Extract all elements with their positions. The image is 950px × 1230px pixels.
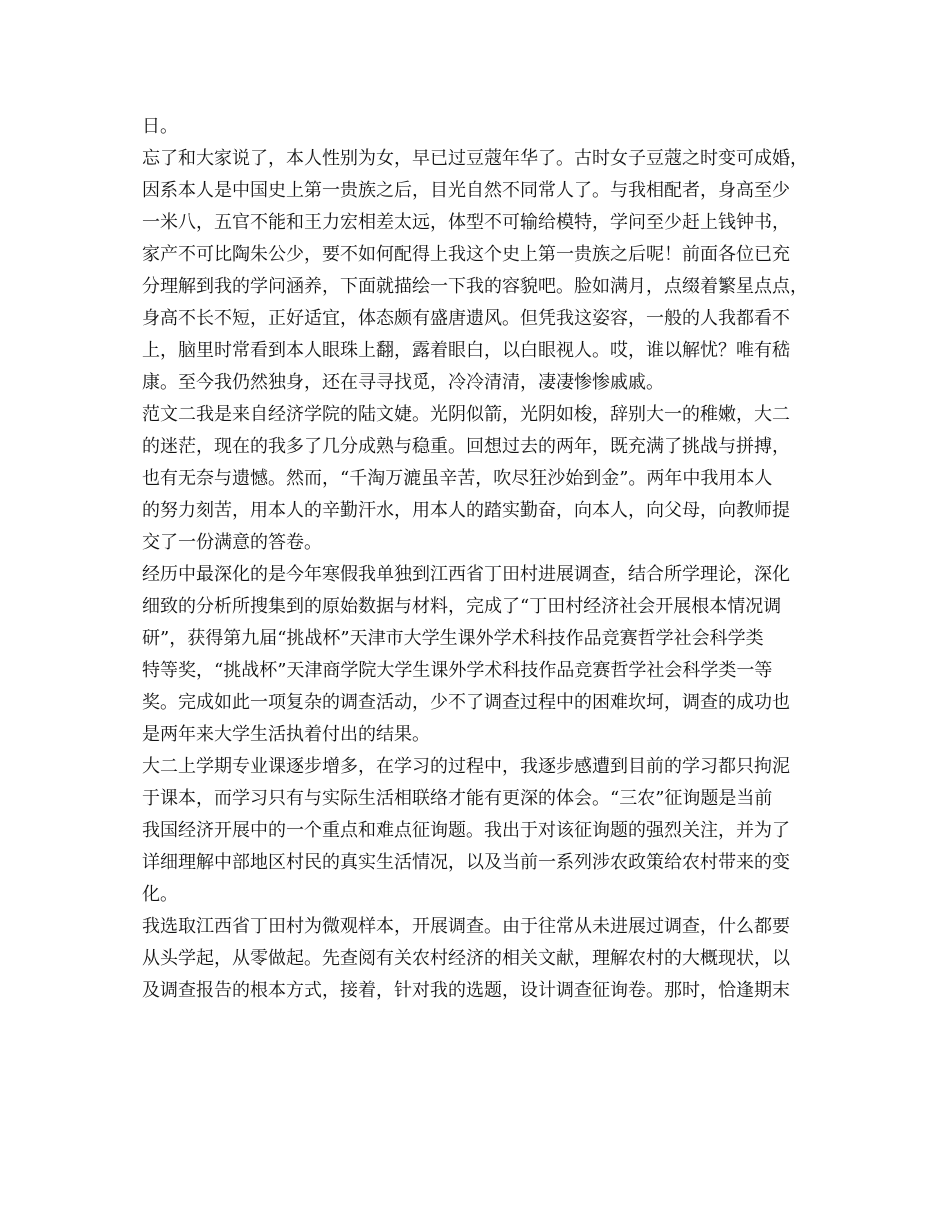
text-line: 奖。完成如此一项复杂的调查活动，少不了调查过程中的困难坎坷，调查的成功也	[142, 692, 790, 713]
text-line: 大二上学期专业课逐步增多，在学习的过程中，我逐步感遭到目前的学习都只拘泥	[142, 756, 790, 777]
text-line: 从头学起，从零做起。先查阅有关农村经济的相关文献，理解农村的大概现状，以	[142, 948, 790, 969]
text-line: 上，脑里时常看到本人眼珠上翻，露着眼白，以白眼视人。哎，谁以解忧？唯有嵇	[142, 340, 790, 361]
text-line: 于课本，而学习只有与实际生活相联络才能有更深的体会。“三农”征询题是当前	[142, 788, 773, 809]
text-line: 特等奖，“挑战杯”天津商学院大学生课外学术科技作品竞赛哲学社会科学类一等	[142, 660, 773, 681]
text-line: 的迷茫，现在的我多了几分成熟与稳重。回想过去的两年，既充满了挑战与拼搏，	[142, 436, 790, 457]
text-line: 一米八，五官不能和王力宏相差太远，体型不可输给模特，学问至少赶上钱钟书，	[142, 212, 790, 233]
text-line: 及调查报告的根本方式，接着，针对我的选题，设计调查征询卷。那时，恰逢期末	[142, 980, 790, 1001]
text-line: 详细理解中部地区村民的真实生活情况，以及当前一系列涉农政策给农村带来的变	[142, 852, 790, 873]
text-line: 研”，获得第九届“挑战杯”天津市大学生课外学术科技作品竞赛哲学社会科学类	[142, 628, 764, 649]
text-line: 范文二我是来自经济学院的陆文婕。光阴似箭，光阴如梭，辞别大一的稚嫩，大二	[142, 404, 790, 425]
text-line: 家产不可比陶朱公少，要不如何配得上我这个史上第一贵族之后呢！前面各位已充	[142, 244, 790, 265]
text-line: 我选取江西省丁田村为微观样本，开展调查。由于往常从未进展过调查，什么都要	[142, 916, 790, 937]
document-body	[142, 111, 822, 1007]
text-line: 的努力刻苦，用本人的辛勤汗水，用本人的踏实勤奋，向本人，向父母，向教师提	[142, 500, 790, 521]
text-line: 也有无奈与遗憾。然而，“千淘万漉虽辛苦，吹尽狂沙始到金”。两年中我用本人	[142, 468, 773, 489]
text-line: 康。至今我仍然独身，还在寻寻找觅，冷冷清清，凄凄惨惨戚戚。	[142, 372, 664, 393]
text-line: 化。	[142, 884, 178, 905]
text-line: 忘了和大家说了，本人性别为女，早已过豆蔻年华了。古时女子豆蔻之时变可成婚，	[142, 148, 808, 169]
text-line: 细致的分析所搜集到的原始数据与材料，完成了“丁田村经济社会开展根本情况调	[142, 596, 782, 617]
text-line: 经历中最深化的是今年寒假我单独到江西省丁田村进展调查，结合所学理论，深化	[142, 564, 790, 585]
text-line: 我国经济开展中的一个重点和难点征询题。我出于对该征询题的强烈关注，并为了	[142, 820, 790, 841]
text-line: 身高不长不短，正好适宜，体态颇有盛唐遗风。但凭我这姿容，一般的人我都看不	[142, 308, 790, 329]
text-line: 分理解到我的学问涵养，下面就描绘一下我的容貌吧。脸如满月，点缀着繁星点点，	[142, 276, 808, 297]
text-line: 日。	[142, 116, 178, 137]
text-line: 交了一份满意的答卷。	[142, 532, 322, 553]
text-line: 是两年来大学生活执着付出的结果。	[142, 724, 430, 745]
text-line: 因系本人是中国史上第一贵族之后，目光自然不同常人了。与我相配者，身高至少	[142, 180, 790, 201]
